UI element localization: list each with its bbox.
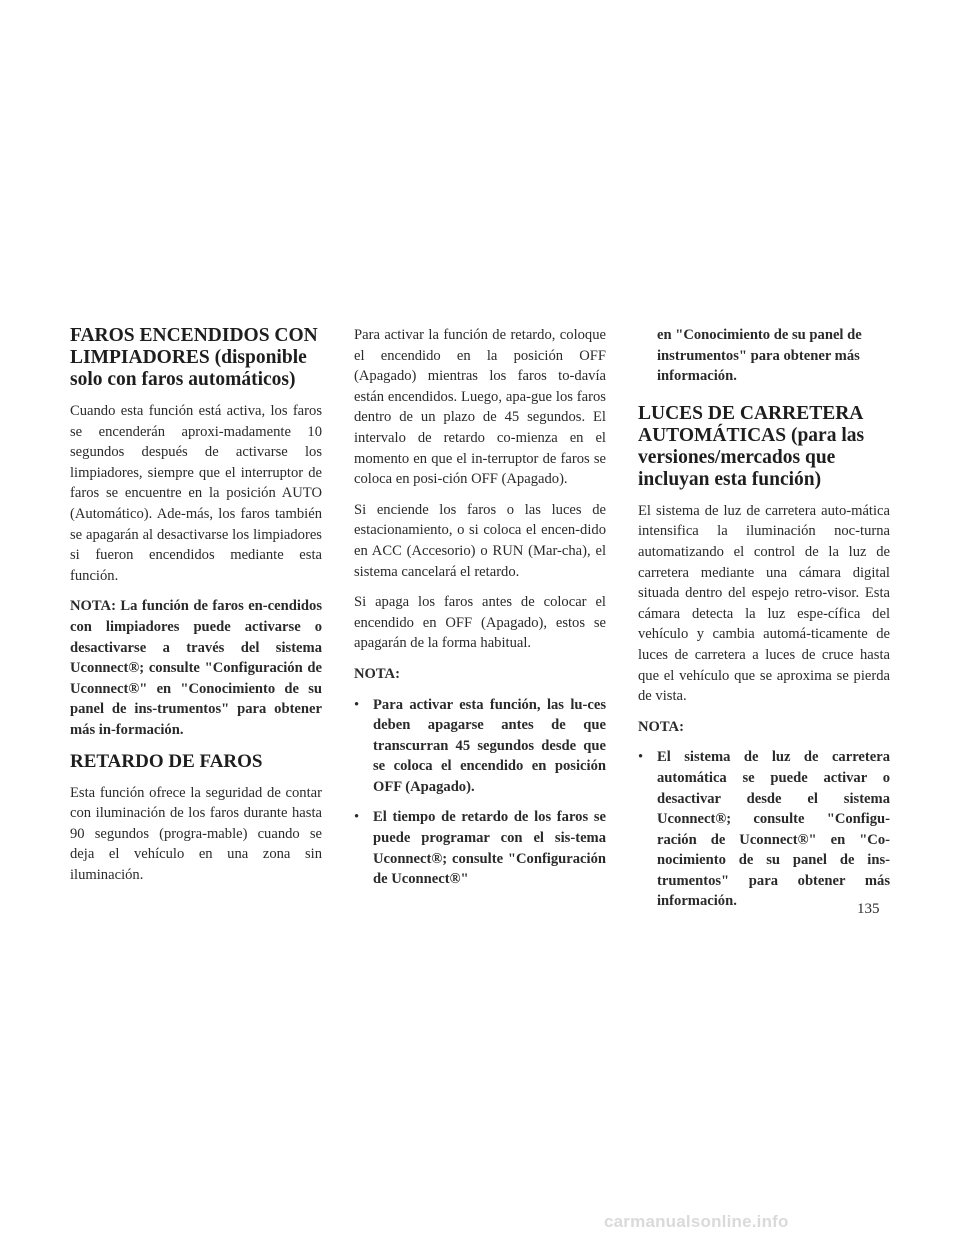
section-heading-luces-carretera: LUCES DE CARRETERA AUTOMÁTICAS (para las versiones/mercados que incluyan esta función) (638, 402, 865, 490)
bullet-icon: • (638, 749, 644, 766)
note-faros-limpiadores: NOTA: La función de faros en-cendidos con limpiadores puede activarse o desactivarse a través del sistema Uconnect®; consulte "Configuración de Uconnect®" en "Conocimiento de su panel de ins-trumentos" para obtener más in-formación. (70, 598, 322, 738)
paragraph-faros-limpiadores: Cuando esta función está activa, los faros se encenderán aproxi-madamente 10 segundos después de activarse los limpiadores, siempre que el interruptor de faros se encuentre en la posición AUTO (Automático). Ade-más, los faros también se apagarán al desactivarse los limpiadores si fueron encendidos mediante esta función. (70, 403, 322, 584)
bullet-text: Para activar esta función, las lu-ces deben apagarse antes de que transcurran 45 segundos desde que se coloca el encendido en posición OFF (Apagado). (373, 696, 606, 795)
note-label: NOTA: (354, 665, 400, 682)
paragraph-cancelar-retardo: Si enciende los faros o las luces de estacionamiento, o si coloca el encen-dido en ACC (Accesorio) o RUN (Mar-cha), el sistema cancelará el retardo. (354, 501, 606, 580)
paragraph-apagar-faros: Si apaga los faros antes de colocar el encendido en OFF (Apagado), estos se apagarán de la forma habitual. (354, 594, 606, 652)
bullet-icon: • (354, 696, 360, 713)
paragraph-retardo-faros: Esta función ofrece la seguridad de contar con iluminación de los faros durante hasta 90 segundos (progra-mable) cuando se deja el vehículo en una zona sin iluminación. (70, 784, 322, 883)
bullet-text: El sistema de luz de carretera automática se puede activar o desactivar desde el sistema Uconnect®; consulte "Configu-ración de Uconnect®" en "Co-nocimiento de su panel de ins-trumentos" para obtener más información. (657, 749, 890, 910)
bullet-item (354, 807, 606, 889)
bullet-text: El tiempo de retardo de los faros se puede programar con el sis-tema Uconnect®; consulte "Configuración de Uconnect®" (373, 809, 606, 888)
bullet-item (638, 747, 890, 912)
note-label: NOTA: (638, 718, 684, 735)
bullet-continuation: en "Conocimiento de su panel de instrumentos" para obtener más información. (657, 327, 862, 385)
section-heading-faros-limpiadores: FAROS ENCENDIDOS CON LIMPIADORES (disponible solo con faros automáticos) (70, 325, 318, 390)
watermark: carmanualsonline.info (604, 1212, 789, 1231)
page-number: 135 (857, 901, 880, 917)
section-heading-retardo-faros: RETARDO DE FAROS (70, 750, 263, 772)
column-middle (354, 325, 606, 900)
column-left (70, 325, 322, 895)
bullet-item (354, 695, 606, 798)
bullet-icon: • (354, 809, 360, 826)
paragraph-luces-carretera: El sistema de luz de carretera auto-mática intensifica la iluminación noc-turna automatizando el control de la luz de carretera mediante una cámara digital situada dentro del espejo retro-visor. Esta cámara detecta la luz espe-cífica del vehículo y cambia automá-ticamente de luces de carretera a luces de cruce hasta que el vehículo que se aproxima se pierda de vista. (638, 502, 890, 705)
paragraph-activar-retardo: Para activar la función de retardo, coloque el encendido en la posición OFF (Apagado) mientras los faros to-davía están encendidos. Luego, apa-gue los faros dentro de un plazo de 45 segundos. El intervalo de retardo co-mienza en el momento en que el in-terruptor de faros se coloca en posi-ción OFF (Apagado). (354, 327, 606, 488)
column-right (638, 325, 890, 922)
